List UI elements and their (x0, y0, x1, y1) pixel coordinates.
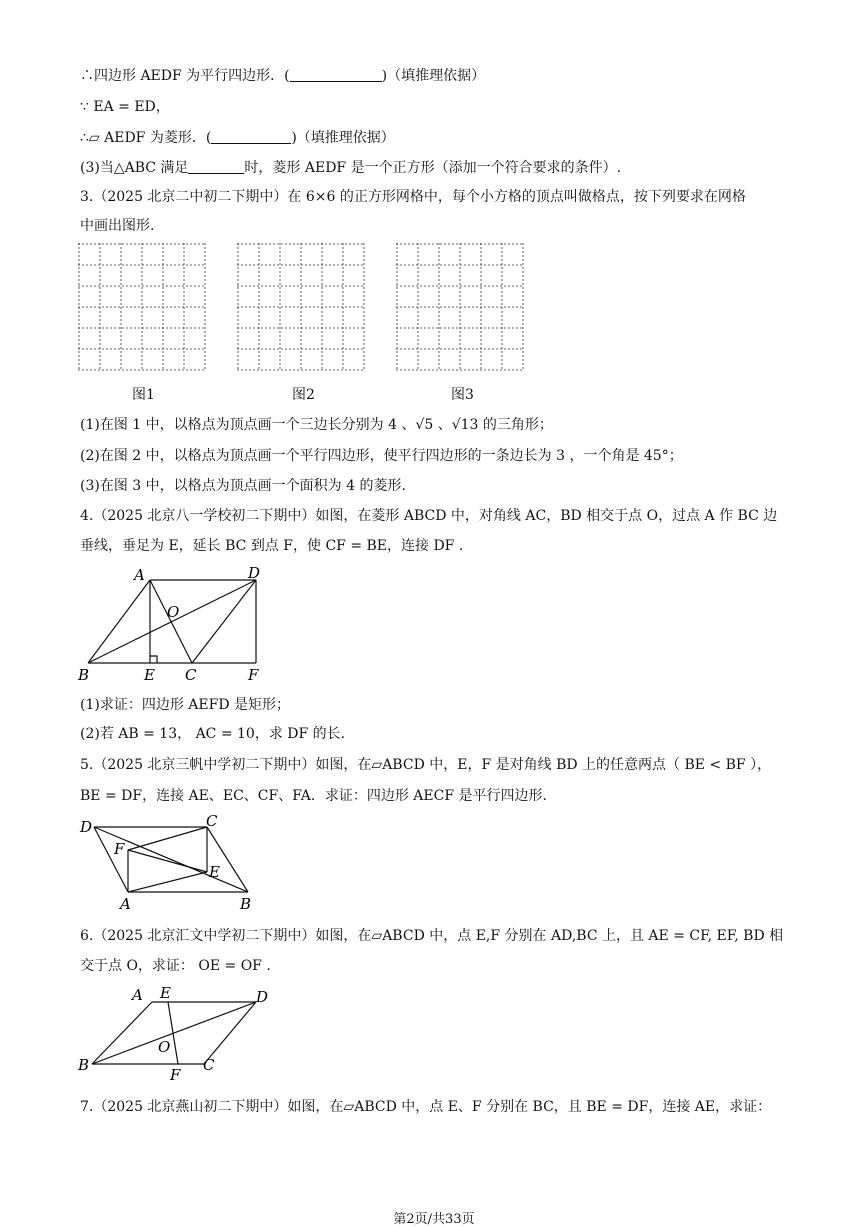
grid-figure-1 (78, 243, 208, 373)
label-E: E (144, 666, 155, 684)
label-F: F (114, 840, 125, 858)
question-4-head: 4.（2025 北京八一学校初二下期中）如图，在菱形 ABCD 中，对角线 AC，BD 相交于点 O，过点 A 作 BC 边 (80, 508, 778, 524)
question-6-head-cont: 交于点 O，求证： OE = OF . (80, 958, 271, 974)
label-C: C (185, 666, 197, 684)
reasoning-line-2: ∵ EA = ED， (80, 99, 170, 115)
label-B: B (240, 895, 252, 912)
label-B: B (78, 1056, 90, 1074)
figure-caption-2: 图2 (292, 387, 315, 403)
label-D: D (256, 988, 269, 1006)
label-F: F (248, 666, 259, 684)
parallelogram-figure-5 (70, 812, 270, 912)
answer-blank[interactable] (290, 67, 382, 82)
question-6-head: 6.（2025 北京汇文中学初二下期中）如图，在▱ABCD 中，点 E,F 分别在 AD,BC 上，且 AE = CF, EF, BD 相 (80, 928, 784, 944)
question-4-item-2: (2)若 AB = 13， AC = 10，求 DF 的长. (80, 726, 346, 742)
answer-blank[interactable] (188, 159, 244, 174)
label-D: D (80, 818, 93, 836)
label-A: A (120, 895, 131, 912)
reasoning-line-1: ∴四边形 AEDF 为平行四边形．( )（填推理依据） (80, 68, 486, 84)
question-3-head: 3.（2025 北京二中初二下期中）在 6×6 的正方形网格中，每个小方格的顶点叫做格点，按下列要求在网格 (80, 189, 746, 205)
reasoning-line-3: ∴▱ AEDF 为菱形．( )（填推理依据） (80, 130, 395, 146)
parallelogram-figure-6 (70, 980, 280, 1085)
question-3-item-3: (3)在图 3 中，以格点为顶点画一个面积为 4 的菱形. (80, 478, 406, 494)
question-4-item-1: (1)求证：四边形 AEFD 是矩形； (80, 697, 290, 713)
question-4-head-cont: 垂线，垂足为 E，延长 BC 到点 F，使 CF = BE，连接 DF . (80, 538, 464, 554)
label-D: D (248, 564, 261, 582)
label-C: C (203, 1056, 215, 1074)
label-A: A (134, 566, 145, 584)
grid-figure-2 (237, 243, 367, 373)
page-number: 第2页/共33页 (393, 1212, 475, 1227)
label-F: F (170, 1066, 181, 1084)
label-O: O (158, 1038, 171, 1056)
question-3-item-2: (2)在图 2 中，以格点为顶点画一个平行四边形，使平行四边形的一条边长为 3 ，一个角是 45°； (80, 448, 683, 464)
question-3-item-1: (1)在图 1 中，以格点为顶点画一个三边长分别为 4 、√5 、√13 的三角形； (80, 417, 553, 433)
figure-caption-1: 图1 (132, 387, 155, 403)
question-5-head-cont: BE = DF，连接 AE、EC、CF、FA．求证：四边形 AECF 是平行四边形. (80, 788, 547, 804)
answer-blank[interactable] (211, 129, 291, 144)
grid-figure-3 (396, 243, 526, 373)
label-E: E (160, 984, 171, 1002)
question-3-head-cont: 中画出图形. (80, 218, 155, 234)
question-2-part-3: (3)当△ABC 满足 时，菱形 AEDF 是一个正方形（添加一个符合要求的条件）. (80, 160, 622, 176)
rhombus-rectangle-figure (70, 560, 280, 685)
question-7-head: 7.（2025 北京燕山初二下期中）如图，在▱ABCD 中，点 E、F 分别在 BC，且 BE = DF，连接 AE，求证： (80, 1099, 772, 1115)
figure-caption-3: 图3 (451, 387, 474, 403)
label-O: O (167, 603, 180, 621)
question-5-head: 5.（2025 北京三帆中学初二下期中）如图，在▱ABCD 中，E，F 是对角线 BD 上的任意两点（ BE < BF ）， (80, 757, 772, 773)
label-A: A (132, 986, 143, 1004)
label-E: E (209, 863, 220, 881)
label-C: C (206, 812, 218, 830)
label-B: B (78, 666, 90, 684)
